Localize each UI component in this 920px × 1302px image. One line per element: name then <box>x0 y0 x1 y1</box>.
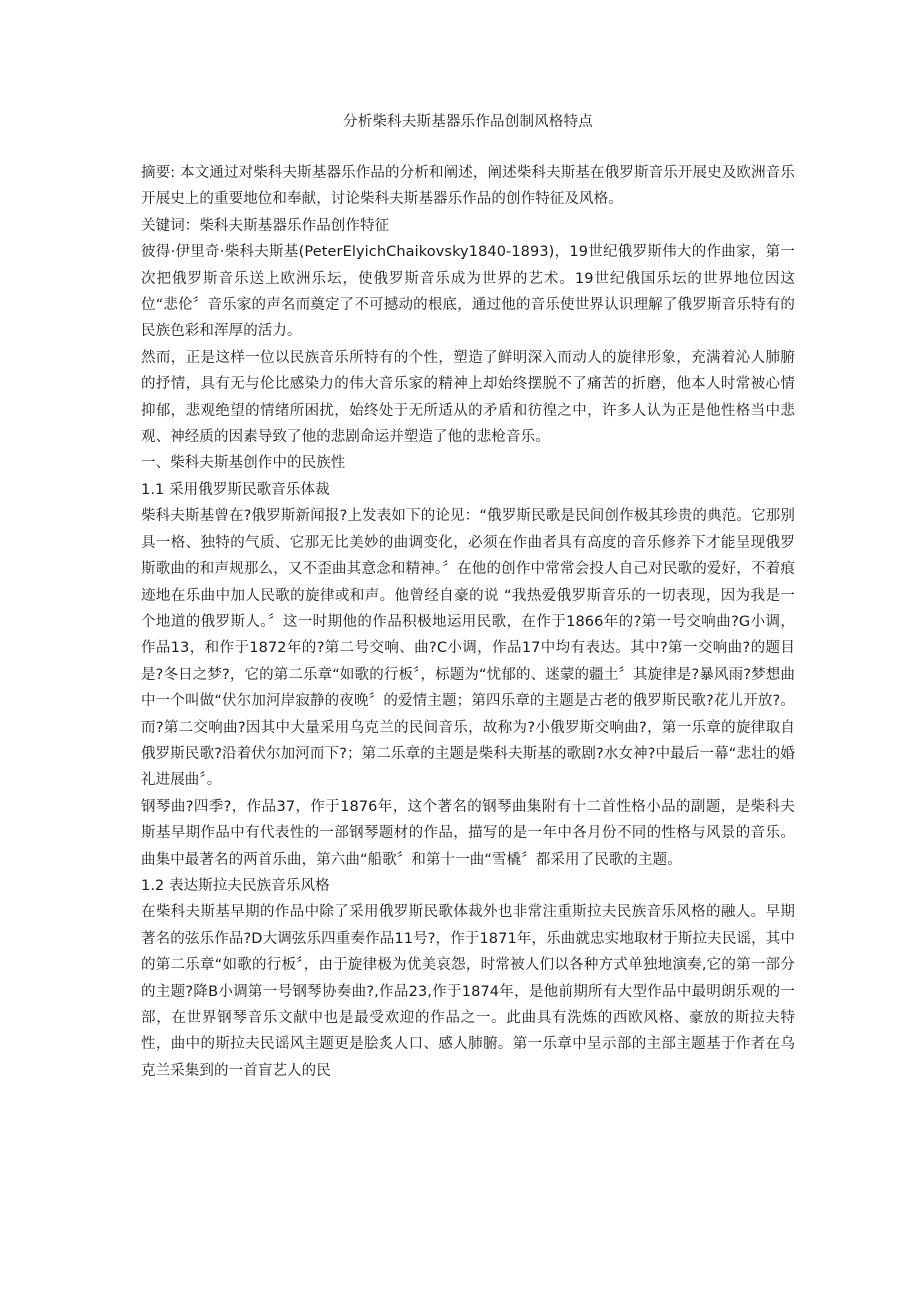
document-title: 分析柴科夫斯基器乐作品创制风格特点 <box>343 114 593 130</box>
abstract-paragraph: 摘要: 本文通过对柴科夫斯基器乐作品的分析和阐述，阐述柴科夫斯基在俄罗斯音乐开展史及欧洲音乐开展史上的重要地位和奉献，讨论柴科夫斯基器乐作品的创作特征及风格。 <box>141 165 795 208</box>
piano-seasons-paragraph: 钢琴曲?四季?，作品37，作于1876年，这个著名的钢琴曲集附有十二首性格小品的副题，是柴科夫斯基早期作品中有代表性的一部钢琴题材的作品，描写的是一年中各月份不同的性格与风景的音乐。曲集中最著名的两首乐曲，第六曲“船歌〞和第十一曲“雪橇〞都采用了民歌的主题。 <box>141 798 795 868</box>
section-heading-1: 一、柴科夫斯基创作中的民族性 <box>141 455 346 472</box>
subsection-heading-1-2: 1.2 表达斯拉夫民族音乐风格 <box>141 877 330 894</box>
keywords-paragraph: 关键词：柴科夫斯基器乐作品创作特征 <box>141 217 390 234</box>
character-paragraph: 然而，正是这样一位以民族音乐所特有的个性，塑造了鲜明深入而动人的旋律形象，充满着沁人肺腑的抒情，具有无与伦比感染力的伟大音乐家的精神上却始终摆脱不了痛苦的折磨，他本人时常被心情抑郁，悲观绝望的情绪所困扰，始终处于无所适从的矛盾和彷徨之中，许多人认为正是他性格当中悲观、神经质的因素导致了他的悲剧命运并塑造了他的悲枪音乐。 <box>141 349 795 446</box>
folk-song-paragraph: 柴科夫斯基曾在?俄罗斯新闻报?上发表如下的论见：“俄罗斯民歌是民间创作极其珍贵的典范。它那别具一格、独特的气质、它那无比美妙的曲调变化，必须在作曲者具有高度的音乐修养下才能呈现俄罗斯歌曲的和声规那么，又不歪曲其意念和精神。〞在他的创作中常常会投人自己对民歌的爱好，不着痕迹地在乐曲中加人民歌的旋律或和声。他曾经自豪的说 “我热爱俄罗斯音乐的一切表现，因为我是一个地道的俄罗斯人。〞这一时期他的作品积极地运用民歌，在作于1866年的?第一号交响曲?G小调，作品13，和作于1872年的?第二号交响、曲?C小调，作品17中均有表达。其中?第一交响曲?的题目是?冬日之梦?，它的第二乐章“如歌的行板〞，标题为“忧郁的、迷蒙的疆土〞其旋律是?暴风雨?梦想曲中一个叫做“伏尔加河岸寂静的夜晚〞的爱情主题；第四乐章的主题是古老的俄罗斯民歌?花儿开放?。而?第二交响曲?因其中大量采用乌克兰的民间音乐，故称为?小俄罗斯交响曲?，第一乐章的旋律取自俄罗斯民歌?沿着伏尔加河而下?；第二乐章的主题是柴科夫斯基的歌剧?水女神?中最后一幕“悲壮的婚礼进展曲〞。 <box>141 508 795 789</box>
subsection-heading-1-1: 1.1 采用俄罗斯民歌音乐体裁 <box>141 481 330 498</box>
intro-paragraph: 彼得·伊里奇·柴科夫斯基(PeterElyichChaikovsky1840-1893)，19世纪俄罗斯伟大的作曲家，第一次把俄罗斯音乐送上欧洲乐坛，使俄罗斯音乐成为世界的艺术。19世纪俄国乐坛的世界地位因这位“悲伦〞音乐家的声名而奠定了不可撼动的根底，通过他的音乐使世界认识理解了俄罗斯音乐特有的民族色彩和浑厚的活力。 <box>141 244 795 340</box>
slavic-style-paragraph: 在柴科夫斯基早期的作品中除了采用俄罗斯民歌体裁外也非常注重斯拉夫民族音乐风格的融人。早期著名的弦乐作品?D大调弦乐四重奏作品11号?，作于1871年，乐曲就忠实地取材于斯拉夫民谣，其中的第二乐章“如歌的行板〞，由于旋律极为优美哀怨，时常被人们以各种方式单独地演奏,它的第一部分的主题?降B小调第一号钢琴协奏曲?,作品23,作于1874年，是他前期所有大型作品中最明朗乐观的一部，在世界钢琴音乐文献中也是最受欢迎的作品之一。此曲具有洗炼的西欧风格、豪放的斯拉夫特性，曲中的斯拉夫民谣风主题更是脍炙人口、感人肺腑。第一乐章中呈示部的主部主题基于作者在乌克兰采集到的一首盲艺人的民 <box>141 904 795 1079</box>
